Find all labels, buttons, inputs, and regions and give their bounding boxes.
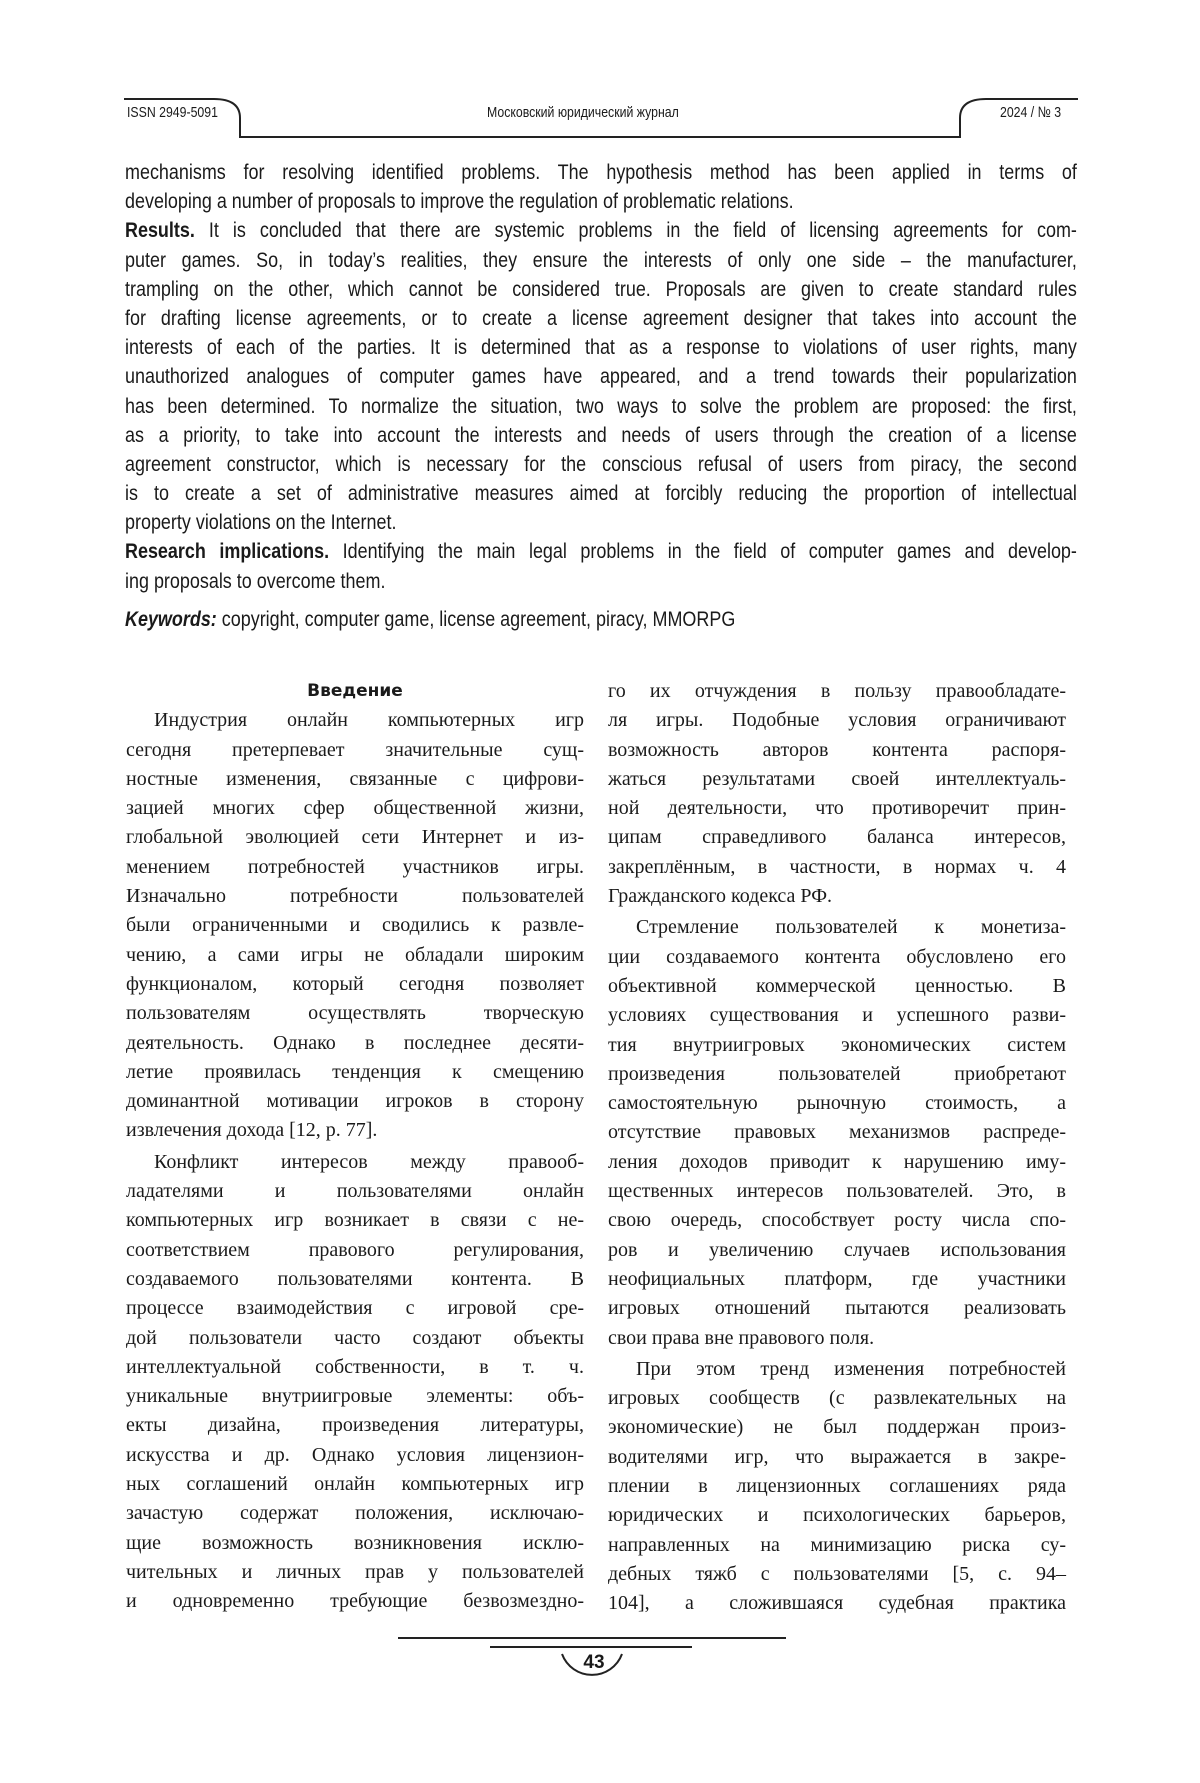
text-line: и одновременно требующие безвозмездно- (126, 1587, 584, 1616)
text-line: функционалом, который сегодня позволяет (126, 970, 584, 999)
abstract-text: as a priority, to take into account the interests and needs of users through the creation of a license (125, 423, 1077, 447)
text-line: процессе взаимодействия с игровой сре- (126, 1294, 584, 1323)
text-line: игровых сообществ (с развлекательных на (608, 1384, 1066, 1413)
abstract-line (125, 567, 1077, 596)
issue-number: 2024 / № 3 (1000, 104, 1061, 121)
abstract-line (125, 216, 1077, 245)
paragraph (608, 913, 1066, 1352)
paragraph (608, 677, 1066, 911)
text-line: игровых отношений пытаются реализовать (608, 1294, 1066, 1323)
text-line: 104], а сложившаяся судебная практика (608, 1589, 1066, 1618)
paragraph (126, 706, 584, 1145)
text-line: отсутствие правовых механизмов распреде- (608, 1118, 1066, 1147)
abstract-line (125, 333, 1077, 362)
header-frame (0, 0, 1200, 160)
paragraph (126, 1148, 584, 1617)
text-line: менением потребностей участников игры. (126, 853, 584, 882)
text-line: уникальные внутриигровые элементы: объ- (126, 1382, 584, 1411)
abstract-line (125, 304, 1077, 333)
text-line: екты дизайна, произведения литературы, (126, 1411, 584, 1440)
text-line: водителями игр, что выражается в закре- (608, 1443, 1066, 1472)
text-line: соответствием правового регулирования, (126, 1236, 584, 1265)
text-line: доминантной мотивации игроков в сторону (126, 1087, 584, 1116)
text-line: искусства и др. Однако условия лицензион- (126, 1441, 584, 1470)
text-line: произведения пользователей приобретают (608, 1060, 1066, 1089)
abstract-text: It is concluded that there are systemic problems in the field of licensing agreements for com- (195, 218, 1077, 242)
text-line: юридических и психологических барьеров, (608, 1501, 1066, 1530)
text-line: ления доходов приводит к нарушению иму- (608, 1148, 1066, 1177)
abstract (125, 158, 1077, 634)
text-line: При этом тренд изменения потребностей (608, 1355, 1066, 1384)
text-line: плении в лицензионных соглашениях ряда (608, 1472, 1066, 1501)
text-line: самостоятельную рыночную стоимость, а (608, 1089, 1066, 1118)
text-line: создаваемого пользователями контента. В (126, 1265, 584, 1294)
abstract-text: unauthorized analogues of computer games have appeared, and a trend towards their popularization (125, 364, 1077, 388)
section-heading: Введение (126, 677, 584, 706)
text-line: неофициальных платформ, где участники (608, 1265, 1066, 1294)
text-line: ностные изменения, связанные с цифрови- (126, 765, 584, 794)
abstract-line (125, 362, 1077, 391)
text-line: ции создаваемого контента обусловлено его (608, 943, 1066, 972)
text-line: экономические) не был поддержан произ- (608, 1413, 1066, 1442)
text-line: объективной коммерческой ценностью. В (608, 972, 1066, 1001)
abstract-line (125, 479, 1077, 508)
abstract-text: property violations on the Internet. (125, 510, 396, 534)
keywords (125, 605, 1077, 634)
abstract-text: interests of each of the parties. It is determined that as a response to violations of user rights, many (125, 335, 1077, 359)
keywords-text: copyright, computer game, license agreement, piracy, MMORPG (217, 607, 735, 631)
keywords-label: Keywords: (125, 607, 217, 631)
text-line: возможность авторов контента распоря- (608, 736, 1066, 765)
abstract-text: mechanisms for resolving identified problems. The hypothesis method has been applied in terms of (125, 160, 1077, 184)
abstract-line (125, 392, 1077, 421)
text-line: ной деятельности, что противоречит прин- (608, 794, 1066, 823)
abstract-line (125, 275, 1077, 304)
text-line: ладателями и пользователями онлайн (126, 1177, 584, 1206)
text-line: зачастую содержат положения, исключаю- (126, 1499, 584, 1528)
text-line: щественных интересов пользователей. Это, в (608, 1177, 1066, 1206)
abstract-text: puter games. So, in today’s realities, they ensure the interests of only one side – the manufacturer, (125, 248, 1077, 272)
abstract-text: is to create a set of administrative measures aimed at forcibly reducing the proportion of intellectual (125, 481, 1077, 505)
text-line: интеллектуальной собственности, в т. ч. (126, 1353, 584, 1382)
text-line: условиях существования и успешного разви- (608, 1001, 1066, 1030)
text-line: чению, а сами игры не обладали широким (126, 941, 584, 970)
text-line: жаться результатами своей интеллектуаль- (608, 765, 1066, 794)
abstract-text: for drafting license agreements, or to create a license agreement designer that takes into account the (125, 306, 1077, 330)
text-line: летие проявилась тенденция к смещению (126, 1058, 584, 1087)
text-line: Гражданского кодекса РФ. (608, 882, 1066, 911)
abstract-text: developing a number of proposals to improve the regulation of problematic relations. (125, 189, 794, 213)
text-line: чительных и личных прав у пользователей (126, 1558, 584, 1587)
text-line: Конфликт интересов между правооб- (126, 1148, 584, 1177)
text-line: Изначально потребности пользователей (126, 882, 584, 911)
left-column (126, 677, 584, 1619)
text-line: свою очередь, способствует росту числа спо- (608, 1206, 1066, 1235)
text-line: тия внутриигровых экономических систем (608, 1031, 1066, 1060)
text-line: ля игры. Подобные условия ограничивают (608, 706, 1066, 735)
abstract-line (125, 187, 1077, 216)
right-column (608, 677, 1066, 1621)
text-line: были ограниченными и сводились к развле- (126, 911, 584, 940)
abstract-line (125, 246, 1077, 275)
abstract-text: ing proposals to overcome them. (125, 569, 385, 593)
text-line: закреплённым, в частности, в нормах ч. 4 (608, 853, 1066, 882)
text-line: извлечения дохода [12, p. 77]. (126, 1116, 584, 1145)
abstract-line (125, 537, 1077, 566)
text-line: глобальной эволюцией сети Интернет и из- (126, 823, 584, 852)
abstract-label: Research implications. (125, 539, 329, 563)
text-line: ров и увеличению случаев использования (608, 1236, 1066, 1265)
text-line: Индустрия онлайн компьютерных игр (126, 706, 584, 735)
issn: ISSN 2949-5091 (127, 104, 218, 121)
text-line: компьютерных игр возникает в связи с не- (126, 1206, 584, 1235)
text-line: деятельность. Однако в последнее десяти- (126, 1029, 584, 1058)
text-line: свои права вне правового поля. (608, 1324, 1066, 1353)
text-line: ципам справедливого баланса интересов, (608, 823, 1066, 852)
abstract-line (125, 450, 1077, 479)
text-line: пользователям осуществлять творческую (126, 999, 584, 1028)
abstract-text: has been determined. To normalize the situation, two ways to solve the problem are proposed: the first, (125, 394, 1077, 418)
abstract-line (125, 421, 1077, 450)
text-line: дой пользователи часто создают объекты (126, 1324, 584, 1353)
text-line: щие возможность возникновения исклю- (126, 1529, 584, 1558)
abstract-text: Identifying the main legal problems in the field of computer games and develop- (329, 539, 1077, 563)
text-line: зацией многих сфер общественной жизни, (126, 794, 584, 823)
abstract-text: trampling on the other, which cannot be considered true. Proposals are given to create standard rules (125, 277, 1077, 301)
abstract-line (125, 158, 1077, 187)
text-line: дебных тяжб с пользователями [5, с. 94– (608, 1560, 1066, 1589)
abstract-label: Results. (125, 218, 195, 242)
journal-title: Московский юридический журнал (487, 104, 679, 121)
page-number: 43 (572, 1652, 616, 1674)
abstract-text: agreement constructor, which is necessary for the conscious refusal of users from piracy, the second (125, 452, 1077, 476)
text-line: Стремление пользователей к монетиза- (608, 913, 1066, 942)
text-line: направленных на минимизацию риска су- (608, 1531, 1066, 1560)
text-line: сегодня претерпевает значительные сущ- (126, 736, 584, 765)
text-line: го их отчуждения в пользу правообладате- (608, 677, 1066, 706)
paragraph (608, 1355, 1066, 1619)
text-line: ных соглашений онлайн компьютерных игр (126, 1470, 584, 1499)
abstract-line (125, 508, 1077, 537)
